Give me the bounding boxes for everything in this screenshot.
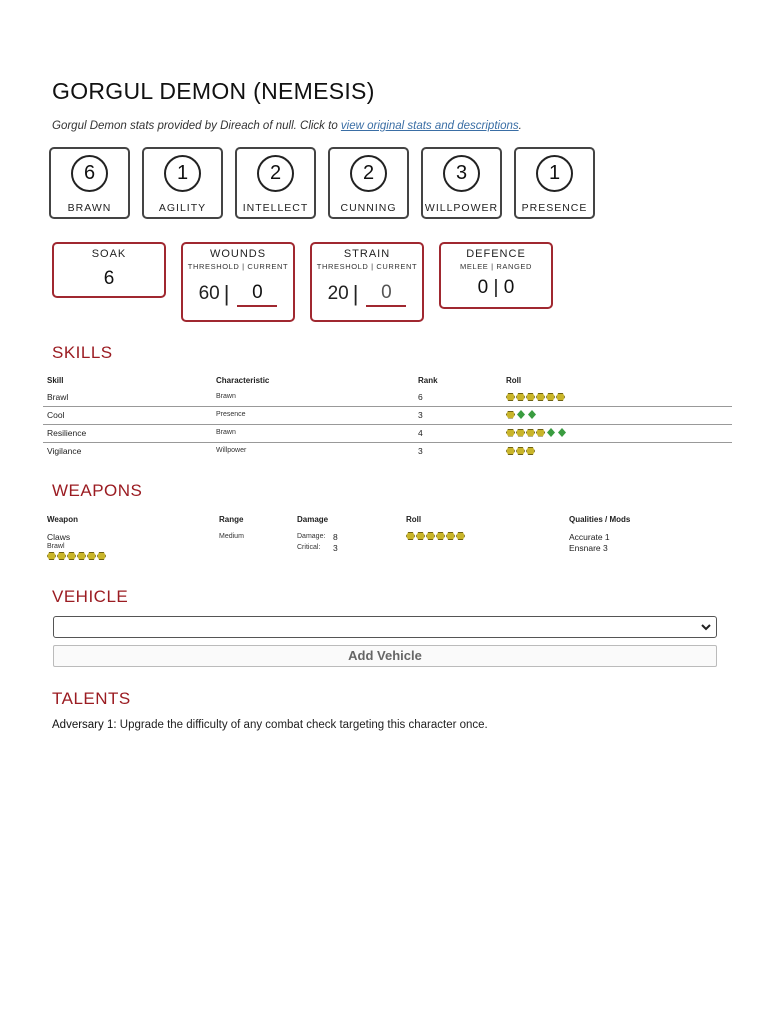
characteristic-label: AGILITY [158, 202, 207, 214]
proficiency-die-icon [426, 532, 435, 540]
characteristic-label: CUNNING [340, 202, 397, 214]
talent-item [52, 719, 488, 731]
proficiency-die-icon [526, 393, 535, 401]
proficiency-die-icon [436, 532, 445, 540]
proficiency-die-icon [506, 411, 515, 419]
characteristic-label: WILLPOWER [424, 202, 499, 214]
talent-description: Upgrade the difficulty of any combat check targeting this character once. [116, 719, 488, 731]
defence-label: DEFENCE [466, 248, 526, 260]
characteristic-brawn [49, 147, 130, 219]
weapons-col-roll: Roll [406, 515, 422, 524]
proficiency-die-icon [406, 532, 415, 540]
characteristic-agility [142, 147, 223, 219]
weapon-quality: Ensnare 3 [569, 543, 608, 553]
talents-heading: TALENTS [52, 689, 131, 708]
wounds-box [181, 242, 295, 322]
characteristic-label: BRAWN [67, 202, 112, 214]
weapon-damage-label: Damage: [297, 533, 326, 540]
proficiency-die-icon [87, 552, 96, 560]
weapon-roll-dice [406, 532, 465, 540]
skill-name: Vigilance [47, 446, 82, 456]
ability-die-icon [528, 410, 536, 419]
characteristic-cunning [328, 147, 409, 219]
weapons-col-qualities: Qualities / Mods [569, 515, 631, 524]
skills-heading: SKILLS [52, 343, 113, 362]
characteristic-presence [514, 147, 595, 219]
ability-die-icon [517, 410, 525, 419]
ability-die-icon [558, 428, 566, 437]
proficiency-die-icon [77, 552, 86, 560]
proficiency-die-icon [67, 552, 76, 560]
strain-threshold: 20 [327, 283, 349, 304]
strain-current-input[interactable]: 0 [366, 282, 406, 307]
strain-sublabel: THRESHOLD | CURRENT [316, 262, 418, 271]
vehicle-heading: VEHICLE [52, 587, 129, 606]
proficiency-die-icon [526, 429, 535, 437]
row-divider [43, 442, 732, 443]
wounds-threshold: 60 [198, 283, 220, 304]
soak-box [52, 242, 166, 298]
characteristic-value: 2 [257, 155, 294, 192]
characteristic-label: PRESENCE [521, 202, 588, 214]
wounds-current-input[interactable]: 0 [237, 282, 277, 307]
weapon-range: Medium [219, 533, 244, 540]
proficiency-die-icon [516, 393, 525, 401]
characteristic-intellect [235, 147, 316, 219]
row-divider [43, 406, 732, 407]
proficiency-die-icon [456, 532, 465, 540]
ability-die-icon [547, 428, 555, 437]
defence-value: 0 | 0 [477, 277, 515, 298]
characteristic-label: INTELLECT [242, 202, 309, 214]
weapons-col-range: Range [219, 515, 244, 524]
weapon-damage-value: 8 [333, 532, 338, 542]
characteristic-value: 1 [536, 155, 573, 192]
proficiency-die-icon [526, 447, 535, 455]
proficiency-die-icon [536, 429, 545, 437]
skill-roll-dice [506, 447, 535, 455]
proficiency-die-icon [506, 393, 515, 401]
view-original-link[interactable]: view original stats and descriptions [340, 120, 519, 132]
proficiency-die-icon [516, 429, 525, 437]
characteristic-willpower [421, 147, 502, 219]
characteristic-value: 1 [164, 155, 201, 192]
skill-characteristic: Presence [216, 411, 246, 418]
characteristic-value: 6 [71, 155, 108, 192]
skill-rank: 6 [418, 392, 423, 402]
characteristic-value: 3 [443, 155, 480, 192]
strain-box [310, 242, 424, 322]
weapon-critical-label: Critical: [297, 544, 321, 551]
weapon-quality: Accurate 1 [569, 532, 610, 542]
credit-prefix: Gorgul Demon stats provided by Direach of null. Click to [52, 120, 341, 132]
credit-line [52, 120, 522, 132]
wounds-separator: | [223, 281, 230, 306]
weapons-col-damage: Damage [297, 515, 329, 524]
characteristic-value: 2 [350, 155, 387, 192]
skill-rank: 4 [418, 428, 423, 438]
proficiency-die-icon [546, 393, 555, 401]
proficiency-die-icon [556, 393, 565, 401]
skills-col-skill: Skill [47, 376, 64, 385]
skill-roll-dice [506, 428, 567, 437]
wounds-sublabel: THRESHOLD | CURRENT [187, 262, 289, 271]
skills-col-rank: Rank [418, 376, 438, 385]
proficiency-die-icon [516, 447, 525, 455]
chevron-down-icon [700, 620, 712, 634]
skill-rank: 3 [418, 446, 423, 456]
page-title: GORGUL DEMON (NEMESIS) [52, 78, 375, 104]
proficiency-die-icon [536, 393, 545, 401]
soak-label: SOAK [91, 248, 127, 260]
skill-characteristic: Willpower [216, 447, 247, 454]
weapon-skill-dice [47, 552, 106, 560]
skill-rank: 3 [418, 410, 423, 420]
skill-roll-dice [506, 410, 537, 419]
skills-col-characteristic: Characteristic [216, 376, 270, 385]
skill-roll-dice [506, 393, 565, 401]
weapon-critical-value: 3 [333, 543, 338, 553]
strain-label: STRAIN [343, 248, 391, 260]
skill-characteristic: Brawn [216, 393, 236, 400]
defence-box [439, 242, 553, 309]
proficiency-die-icon [97, 552, 106, 560]
proficiency-die-icon [416, 532, 425, 540]
proficiency-die-icon [446, 532, 455, 540]
weapon-skill: Brawl [47, 543, 65, 550]
wounds-label: WOUNDS [209, 248, 267, 260]
proficiency-die-icon [47, 552, 56, 560]
proficiency-die-icon [506, 429, 515, 437]
characteristics-row [49, 147, 595, 219]
credit-suffix: . [518, 120, 522, 132]
skill-name: Cool [47, 410, 65, 420]
skills-col-roll: Roll [506, 376, 522, 385]
soak-value: 6 [103, 268, 115, 289]
proficiency-die-icon [57, 552, 66, 560]
talent-name: Adversary 1: [52, 719, 117, 731]
add-vehicle-button[interactable]: Add Vehicle [53, 645, 717, 667]
weapon-name: Claws [47, 532, 71, 542]
weapons-heading: WEAPONS [52, 481, 143, 500]
vehicle-select[interactable] [53, 616, 717, 638]
proficiency-die-icon [506, 447, 515, 455]
row-divider [43, 424, 732, 425]
strain-separator: | [352, 281, 359, 306]
skill-name: Brawl [47, 392, 69, 402]
skill-name: Resilience [47, 428, 87, 438]
weapons-col-weapon: Weapon [47, 515, 78, 524]
defence-sublabel: MELEE | RANGED [459, 262, 533, 271]
skill-characteristic: Brawn [216, 429, 236, 436]
